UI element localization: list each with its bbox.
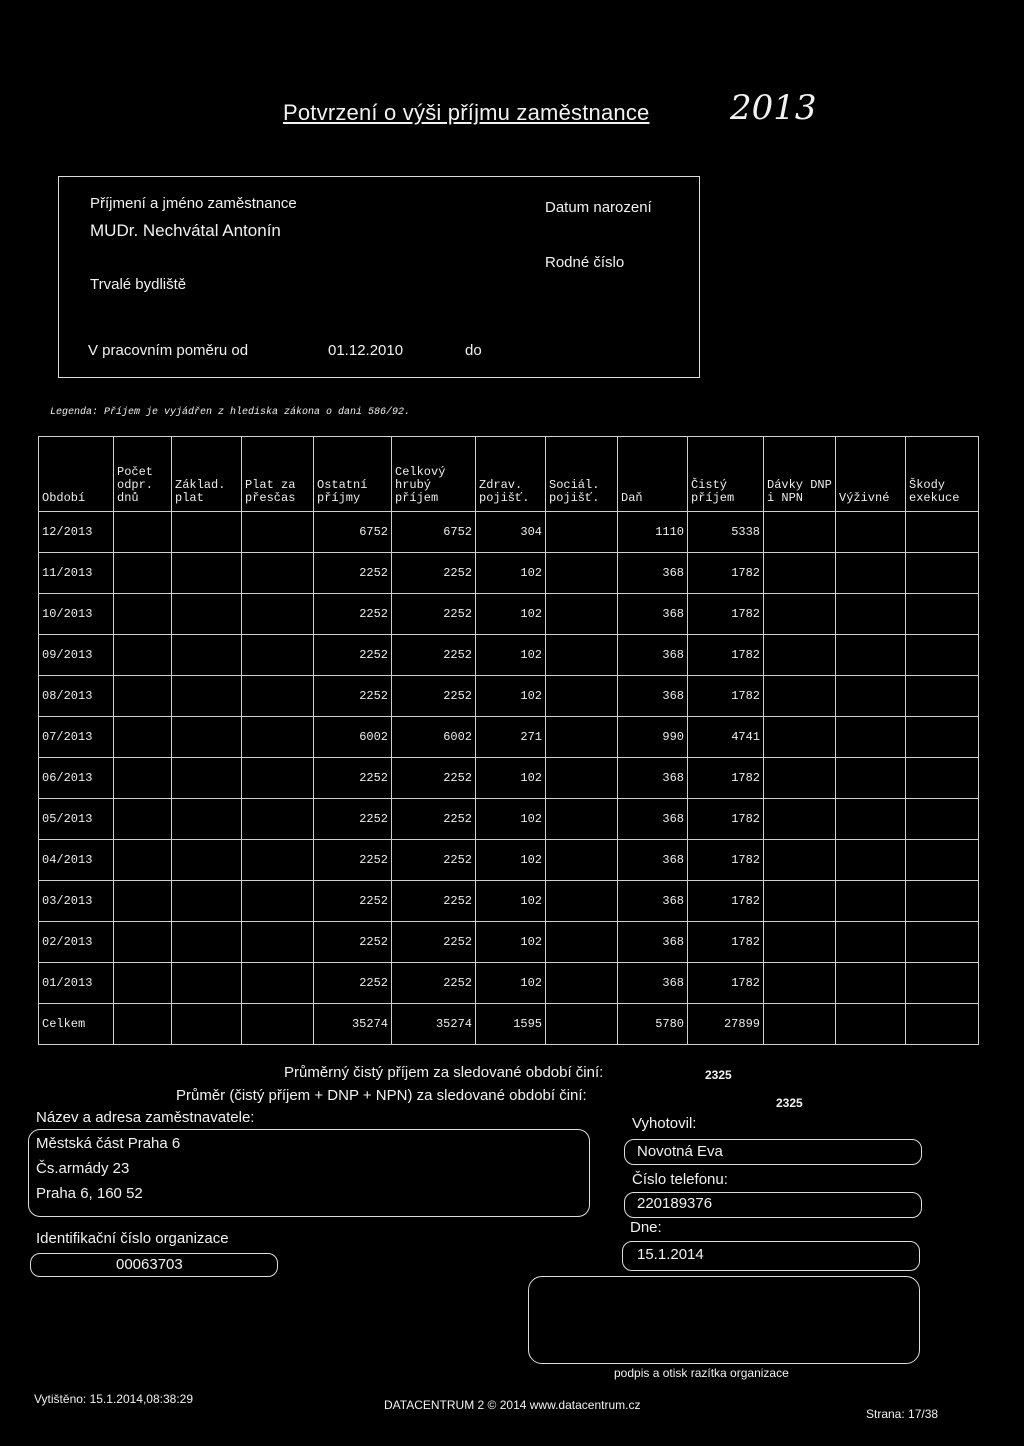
cell-period: Celkem: [39, 1004, 114, 1045]
cell-empty: [546, 840, 618, 881]
cell-empty: [836, 799, 906, 840]
employer-line-1: Městská část Praha 6: [36, 1135, 181, 1152]
cell-empty: [764, 635, 836, 676]
cell-dan: 368: [618, 881, 688, 922]
cell-empty: [114, 1004, 172, 1045]
phone-label: Číslo telefonu:: [632, 1171, 728, 1188]
table-row: [39, 881, 979, 922]
cell-empty: [114, 676, 172, 717]
employer-label: Název a adresa zaměstnavatele:: [36, 1109, 255, 1126]
cell-empty: [172, 881, 242, 922]
cell-empty: [242, 963, 314, 1004]
cell-hruby: 2252: [392, 922, 476, 963]
cell-hruby: 2252: [392, 840, 476, 881]
date-value: 15.1.2014: [637, 1246, 704, 1263]
phone-value: 220189376: [637, 1195, 713, 1212]
cell-empty: [242, 717, 314, 758]
cell-dan: 368: [618, 594, 688, 635]
ic-label: Identifikační číslo organizace: [36, 1230, 229, 1247]
cell-empty: [764, 799, 836, 840]
cell-ostatni: 6752: [314, 512, 392, 553]
cell-hruby: 2252: [392, 676, 476, 717]
cell-empty: [764, 922, 836, 963]
address-label: Trvalé bydliště: [90, 276, 187, 293]
cell-empty: [546, 594, 618, 635]
legend-note: Legenda: Příjem je vyjádřen z hlediska zákona o dani 586/92.: [50, 407, 411, 418]
cell-ostatni: 2252: [314, 635, 392, 676]
cell-empty: [764, 553, 836, 594]
cell-zdrav: 102: [476, 881, 546, 922]
cell-empty: [242, 799, 314, 840]
cell-empty: [114, 799, 172, 840]
cell-empty: [906, 717, 979, 758]
cell-ostatni: 2252: [314, 799, 392, 840]
cell-empty: [546, 635, 618, 676]
printed-timestamp: Vytištěno: 15.1.2014,08:38:29: [34, 1392, 194, 1406]
cell-ostatni: 6002: [314, 717, 392, 758]
cell-empty: [836, 512, 906, 553]
name-label: Příjmení a jméno zaměstnance: [90, 195, 297, 212]
cell-period: 01/2013: [39, 963, 114, 1004]
cell-period: 06/2013: [39, 758, 114, 799]
table-row: [39, 635, 979, 676]
avg-combined-value: 2325: [776, 1096, 803, 1110]
col-header: Daň: [618, 437, 688, 512]
cell-empty: [906, 676, 979, 717]
col-header: Sociál. pojišť.: [546, 437, 618, 512]
cell-empty: [172, 553, 242, 594]
col-header: Dávky DNP i NPN: [764, 437, 836, 512]
cell-empty: [242, 635, 314, 676]
cell-empty: [836, 635, 906, 676]
cell-zdrav: 102: [476, 553, 546, 594]
cell-cisty: 1782: [688, 799, 764, 840]
cell-empty: [906, 881, 979, 922]
cell-zdrav: 102: [476, 799, 546, 840]
cell-ostatni: 2252: [314, 676, 392, 717]
cell-cisty: 4741: [688, 717, 764, 758]
cell-empty: [906, 553, 979, 594]
cell-empty: [172, 758, 242, 799]
cell-hruby: 2252: [392, 799, 476, 840]
cell-empty: [546, 717, 618, 758]
employment-label: V pracovním poměru od: [88, 342, 249, 359]
cell-period: 07/2013: [39, 717, 114, 758]
col-header: Škody exekuce: [906, 437, 979, 512]
cell-empty: [764, 676, 836, 717]
cell-empty: [836, 553, 906, 594]
cell-empty: [906, 799, 979, 840]
table-row: [39, 922, 979, 963]
cell-empty: [546, 512, 618, 553]
cell-cisty: 1782: [688, 594, 764, 635]
cell-dan: 368: [618, 799, 688, 840]
cell-zdrav: 102: [476, 840, 546, 881]
cell-ostatni: 2252: [314, 881, 392, 922]
cell-hruby: 6002: [392, 717, 476, 758]
cell-hruby: 2252: [392, 881, 476, 922]
cell-cisty: 1782: [688, 881, 764, 922]
handwritten-year: 2013: [730, 88, 817, 128]
employer-line-2: Čs.armády 23: [36, 1160, 130, 1177]
cell-dan: 368: [618, 840, 688, 881]
cell-zdrav: 304: [476, 512, 546, 553]
cell-empty: [906, 963, 979, 1004]
cell-period: 04/2013: [39, 840, 114, 881]
cell-empty: [764, 1004, 836, 1045]
cell-hruby: 2252: [392, 594, 476, 635]
birth-date-label: Datum narození: [545, 199, 652, 216]
cell-dan: 990: [618, 717, 688, 758]
cell-empty: [836, 840, 906, 881]
cell-ostatni: 2252: [314, 840, 392, 881]
cell-dan: 368: [618, 963, 688, 1004]
cell-empty: [906, 594, 979, 635]
cell-empty: [906, 512, 979, 553]
cell-empty: [172, 512, 242, 553]
cell-zdrav: 102: [476, 963, 546, 1004]
cell-empty: [114, 553, 172, 594]
cell-empty: [114, 635, 172, 676]
cell-zdrav: 102: [476, 594, 546, 635]
employee-name: MUDr. Nechvátal Antonín: [90, 221, 281, 240]
cell-zdrav: 102: [476, 922, 546, 963]
stamp-label: podpis a otisk razítka organizace: [614, 1366, 789, 1380]
cell-cisty: 1782: [688, 758, 764, 799]
cell-ostatni: 2252: [314, 758, 392, 799]
cell-empty: [836, 963, 906, 1004]
cell-period: 05/2013: [39, 799, 114, 840]
cell-hruby: 2252: [392, 758, 476, 799]
cell-empty: [114, 963, 172, 1004]
col-header: Základ. plat: [172, 437, 242, 512]
table-row: [39, 553, 979, 594]
cell-empty: [114, 922, 172, 963]
ic-value: 00063703: [116, 1256, 183, 1273]
cell-empty: [906, 1004, 979, 1045]
cell-empty: [114, 512, 172, 553]
cell-empty: [906, 758, 979, 799]
table-row: [39, 717, 979, 758]
cell-empty: [242, 553, 314, 594]
cell-ostatni: 2252: [314, 963, 392, 1004]
cell-empty: [836, 676, 906, 717]
cell-empty: [242, 676, 314, 717]
cell-empty: [242, 881, 314, 922]
cell-zdrav: 1595: [476, 1004, 546, 1045]
cell-period: 02/2013: [39, 922, 114, 963]
document-title: Potvrzení o výši příjmu zaměstnance: [283, 100, 650, 125]
cell-empty: [546, 799, 618, 840]
cell-empty: [172, 676, 242, 717]
cell-empty: [114, 881, 172, 922]
cell-zdrav: 102: [476, 676, 546, 717]
table-row: [39, 840, 979, 881]
cell-empty: [242, 840, 314, 881]
prepared-by: Novotná Eva: [637, 1143, 723, 1160]
cell-empty: [242, 512, 314, 553]
cell-empty: [836, 922, 906, 963]
cell-period: 10/2013: [39, 594, 114, 635]
col-header: Zdrav. pojišť.: [476, 437, 546, 512]
cell-empty: [836, 1004, 906, 1045]
cell-cisty: 27899: [688, 1004, 764, 1045]
cell-ostatni: 2252: [314, 922, 392, 963]
cell-empty: [546, 676, 618, 717]
cell-empty: [764, 594, 836, 635]
avg-net-label: Průměrný čistý příjem za sledované období činí:: [284, 1064, 604, 1081]
cell-empty: [114, 717, 172, 758]
cell-empty: [172, 799, 242, 840]
cell-dan: 5780: [618, 1004, 688, 1045]
cell-zdrav: 271: [476, 717, 546, 758]
cell-dan: 1110: [618, 512, 688, 553]
cell-empty: [764, 840, 836, 881]
table-row: [39, 758, 979, 799]
prepared-label: Vyhotovil:: [632, 1115, 697, 1132]
cell-period: 08/2013: [39, 676, 114, 717]
cell-hruby: 6752: [392, 512, 476, 553]
cell-empty: [172, 1004, 242, 1045]
cell-period: 09/2013: [39, 635, 114, 676]
cell-empty: [242, 922, 314, 963]
cell-empty: [242, 1004, 314, 1045]
signature-stamp-box: [528, 1276, 920, 1364]
col-header: Počet odpr. dnů: [114, 437, 172, 512]
cell-period: 12/2013: [39, 512, 114, 553]
avg-net-value: 2325: [705, 1068, 732, 1082]
cell-cisty: 1782: [688, 635, 764, 676]
cell-empty: [836, 717, 906, 758]
cell-empty: [836, 881, 906, 922]
cell-ostatni: 2252: [314, 594, 392, 635]
cell-period: 11/2013: [39, 553, 114, 594]
cell-empty: [906, 635, 979, 676]
cell-empty: [546, 758, 618, 799]
col-header: Čistý příjem: [688, 437, 764, 512]
cell-empty: [906, 840, 979, 881]
cell-empty: [546, 922, 618, 963]
table-row: [39, 799, 979, 840]
col-header: Plat za přesčas: [242, 437, 314, 512]
cell-empty: [764, 717, 836, 758]
cell-empty: [114, 758, 172, 799]
cell-empty: [764, 512, 836, 553]
col-header: Období: [39, 437, 114, 512]
avg-combined-label: Průměr (čistý příjem + DNP + NPN) za sledované období činí:: [176, 1087, 587, 1104]
cell-empty: [172, 963, 242, 1004]
cell-empty: [546, 881, 618, 922]
employment-from: 01.12.2010: [328, 342, 404, 359]
cell-cisty: 1782: [688, 840, 764, 881]
cell-dan: 368: [618, 635, 688, 676]
cell-hruby: 2252: [392, 635, 476, 676]
cell-dan: 368: [618, 553, 688, 594]
cell-empty: [546, 963, 618, 1004]
cell-ostatni: 2252: [314, 553, 392, 594]
cell-empty: [836, 594, 906, 635]
cell-cisty: 1782: [688, 553, 764, 594]
table-row: [39, 676, 979, 717]
col-header: Ostatní příjmy: [314, 437, 392, 512]
income-table: [38, 436, 979, 1045]
employer-line-3: Praha 6, 160 52: [36, 1185, 143, 1202]
cell-cisty: 1782: [688, 963, 764, 1004]
vendor-credit: DATACENTRUM 2 © 2014 www.datacentrum.cz: [384, 1398, 641, 1412]
cell-dan: 368: [618, 758, 688, 799]
cell-empty: [764, 963, 836, 1004]
cell-cisty: 1782: [688, 922, 764, 963]
cell-zdrav: 102: [476, 635, 546, 676]
cell-ostatni: 35274: [314, 1004, 392, 1045]
col-header: Celkový hrubý příjem: [392, 437, 476, 512]
cell-empty: [242, 758, 314, 799]
cell-hruby: 2252: [392, 963, 476, 1004]
cell-hruby: 2252: [392, 553, 476, 594]
cell-dan: 368: [618, 922, 688, 963]
cell-empty: [546, 1004, 618, 1045]
cell-empty: [114, 840, 172, 881]
cell-period: 03/2013: [39, 881, 114, 922]
cell-hruby: 35274: [392, 1004, 476, 1045]
date-label: Dne:: [630, 1219, 662, 1236]
cell-cisty: 1782: [688, 676, 764, 717]
cell-empty: [764, 758, 836, 799]
page-number: Strana: 17/38: [866, 1407, 939, 1421]
cell-empty: [172, 635, 242, 676]
cell-empty: [242, 594, 314, 635]
table-row: [39, 963, 979, 1004]
table-row: [39, 594, 979, 635]
cell-zdrav: 102: [476, 758, 546, 799]
cell-empty: [172, 922, 242, 963]
cell-empty: [836, 758, 906, 799]
cell-empty: [172, 717, 242, 758]
cell-empty: [172, 594, 242, 635]
cell-empty: [114, 594, 172, 635]
cell-empty: [172, 840, 242, 881]
table-header-row: [39, 437, 979, 512]
cell-cisty: 5338: [688, 512, 764, 553]
col-header: Výživné: [836, 437, 906, 512]
cell-empty: [546, 553, 618, 594]
table-row: [39, 512, 979, 553]
cell-empty: [906, 922, 979, 963]
cell-empty: [764, 881, 836, 922]
employment-to-label: do: [465, 342, 482, 359]
cell-dan: 368: [618, 676, 688, 717]
total-row: [39, 1004, 979, 1045]
birth-number-label: Rodné číslo: [545, 254, 625, 271]
